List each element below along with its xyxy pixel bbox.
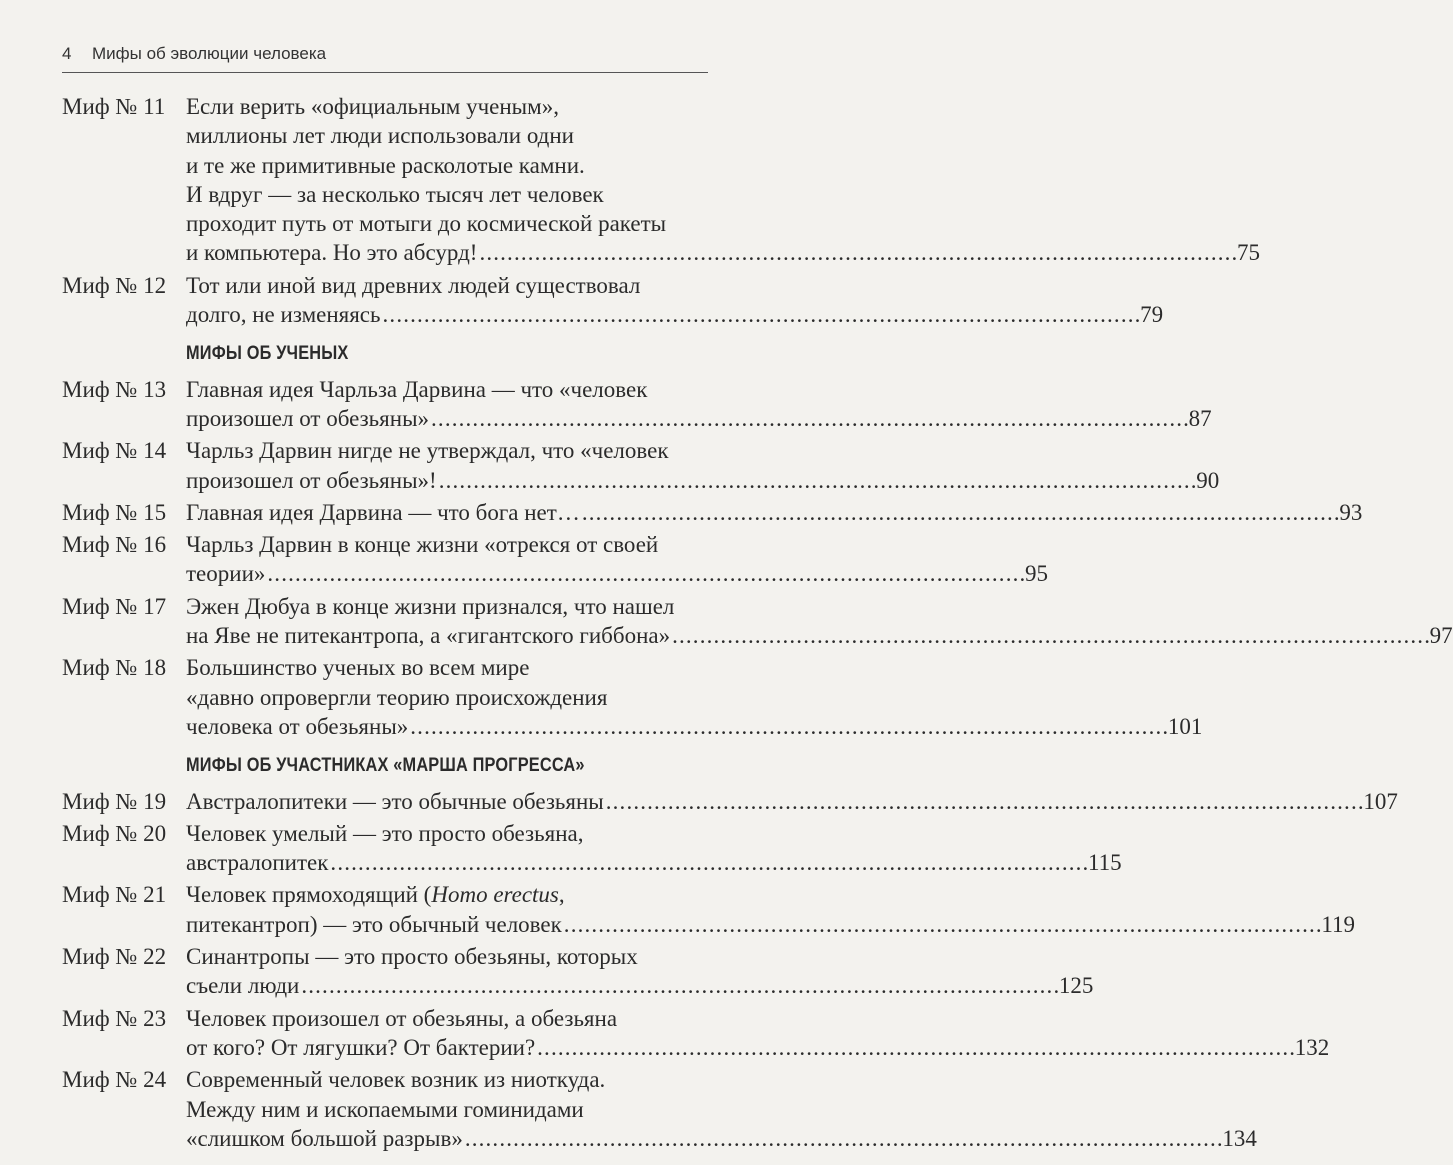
entry-line: от кого? От лягушки? От бактерии? xyxy=(186,1034,536,1060)
dot-leader xyxy=(537,1033,1293,1062)
entry-line: Между ним и ископаемыми гоминидами xyxy=(186,1096,584,1122)
entry-line: проходит путь от мотыги до космической ракеты xyxy=(186,211,667,237)
page-ref: 90 xyxy=(1196,467,1220,493)
page-ref: 97 xyxy=(1429,623,1453,649)
page-ref: 115 xyxy=(1087,850,1122,876)
toc-entry xyxy=(62,942,1094,1001)
entry-line: Человек умелый — это просто обезьяна, xyxy=(186,820,584,846)
dot-leader xyxy=(431,404,1187,433)
entry-line: теории» xyxy=(186,561,266,587)
page-ref: 107 xyxy=(1363,788,1398,814)
dot-leader xyxy=(465,1124,1221,1153)
entry-line: австралопитек xyxy=(186,850,329,876)
entry-line: Австралопитеки — это обычные обезьяны xyxy=(186,788,604,814)
entry-line: Если верить «официальным ученым», xyxy=(186,94,559,119)
entry-line: питекантроп) — это обычный человек xyxy=(186,911,562,937)
entry-text: , xyxy=(558,882,565,908)
dot-leader xyxy=(479,238,1235,267)
entry-line: Главная идея Дарвина — что бога нет… xyxy=(186,499,580,525)
entry-line: съели люди xyxy=(186,973,300,999)
entry-line: Современный человек возник из ниоткуда. xyxy=(186,1067,606,1093)
book-title: Мифы об эволюции человека xyxy=(92,44,327,63)
myth-number: Миф № 14 xyxy=(62,438,167,464)
toc-entry xyxy=(62,530,1048,589)
toc-entry xyxy=(62,1065,1257,1153)
entry-line: Эжен Дюбуа в конце жизни признался, что нашел xyxy=(186,593,675,619)
dot-leader xyxy=(383,300,1139,329)
myth-number: Миф № 24 xyxy=(62,1067,167,1093)
toc-entry xyxy=(62,819,1122,878)
entry-line: «слишком большой разрыв» xyxy=(186,1125,463,1151)
toc-entry xyxy=(62,880,1356,939)
toc-entry xyxy=(62,436,1220,495)
page-ref: 101 xyxy=(1167,713,1203,739)
myth-number: Миф № 15 xyxy=(62,499,167,525)
toc-entry xyxy=(62,592,1453,651)
toc-entry xyxy=(62,787,1398,816)
toc-entry xyxy=(62,375,1212,434)
page-ref: 93 xyxy=(1339,499,1363,525)
entry-text: Человек прямоходящий ( xyxy=(186,882,432,908)
table-of-contents xyxy=(62,92,1453,1156)
dot-leader xyxy=(582,498,1338,527)
toc-entry xyxy=(62,498,1363,527)
myth-number: Миф № 23 xyxy=(62,1005,167,1031)
entry-line: Синантропы — это просто обезьяны, которых xyxy=(186,944,638,970)
dot-leader xyxy=(439,466,1195,495)
entry-line: долго, не изменяясь xyxy=(186,302,381,328)
myth-number: Миф № 16 xyxy=(62,532,167,558)
entry-line: «давно опровергли теорию происхождения xyxy=(186,684,608,710)
page-ref: 95 xyxy=(1024,561,1048,587)
dot-leader xyxy=(672,621,1428,650)
dot-leader xyxy=(301,971,1057,1000)
running-header xyxy=(62,44,702,64)
entry-line: Большинство ученых во всем мире xyxy=(186,655,530,681)
latin-term: Homo erectus xyxy=(431,882,559,908)
page-ref: 125 xyxy=(1058,973,1094,999)
myth-number: Миф № 11 xyxy=(62,94,166,119)
entry-line: и компьютера. Но это абсурд! xyxy=(186,240,478,266)
toc-entry xyxy=(62,271,1164,330)
myth-number: Миф № 19 xyxy=(62,788,167,814)
myth-number: Миф № 22 xyxy=(62,944,167,970)
myth-number: Миф № 17 xyxy=(62,593,167,619)
myth-number: Миф № 20 xyxy=(62,820,167,846)
page-ref: 134 xyxy=(1222,1125,1257,1151)
dot-leader xyxy=(606,787,1362,816)
section-heading: МИФЫ ОБ УЧАСТНИКАХ «МАРША ПРОГРЕССА» xyxy=(186,755,585,777)
entry-line: произошел от обезьяны» xyxy=(186,405,430,431)
page-ref: 75 xyxy=(1237,240,1260,266)
entry-line: и те же примитивные расколотые камни. xyxy=(186,152,585,178)
toc-entry xyxy=(62,1004,1330,1063)
entry-line: Человек произошел от обезьяны, а обезьяна xyxy=(186,1005,618,1031)
page-ref: 119 xyxy=(1321,911,1356,937)
page-ref: 87 xyxy=(1188,405,1212,431)
dot-leader xyxy=(564,910,1320,939)
entry-line: человека от обезьяны» xyxy=(186,713,409,739)
page-number: 4 xyxy=(62,44,72,63)
entry-line: Чарльз Дарвин в конце жизни «отрекся от своей xyxy=(186,532,659,558)
entry-line: Чарльз Дарвин нигде не утверждал, что «человек xyxy=(186,438,669,464)
entry-line: миллионы лет люди использовали одни xyxy=(186,123,574,149)
myth-number: Миф № 12 xyxy=(62,272,167,298)
entry-line: на Яве не питекантропа, а «гигантского гиббона» xyxy=(186,623,671,649)
header-rule xyxy=(62,72,708,73)
entry-line: Главная идея Чарльза Дарвина — что «человек xyxy=(186,376,648,402)
toc-entry xyxy=(62,92,1260,268)
entry-line: И вдруг — за несколько тысяч лет человек xyxy=(186,181,604,207)
myth-number: Миф № 13 xyxy=(62,376,167,402)
page-ref: 79 xyxy=(1140,302,1164,328)
entry-line: Тот или иной вид древних людей существовал xyxy=(186,272,641,298)
dot-leader xyxy=(410,712,1166,741)
dot-leader xyxy=(330,848,1086,877)
entry-line xyxy=(186,880,1355,909)
section-heading: МИФЫ ОБ УЧЕНЫХ xyxy=(186,343,349,365)
dot-leader xyxy=(267,559,1023,588)
page-ref: 132 xyxy=(1294,1034,1330,1060)
toc-entry xyxy=(62,653,1203,741)
entry-line: произошел от обезьяны»! xyxy=(186,467,437,493)
myth-number: Миф № 18 xyxy=(62,655,167,681)
myth-number: Миф № 21 xyxy=(62,882,167,908)
